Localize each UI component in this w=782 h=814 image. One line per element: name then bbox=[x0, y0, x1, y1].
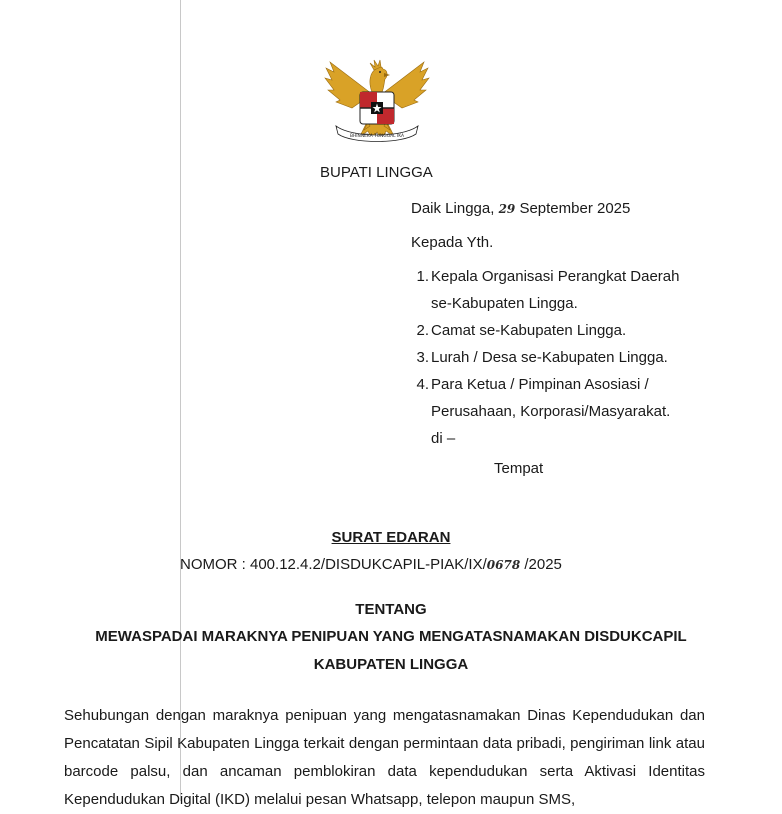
date-month-year: September 2025 bbox=[519, 200, 631, 217]
garuda-emblem-icon bbox=[322, 52, 432, 144]
date-line bbox=[411, 199, 630, 219]
letter-number: NOMOR : 400.12.4.2/DISDUKCAPIL-PIAK/IX/0678 /2025 bbox=[180, 556, 562, 573]
subject-line-1: MEWASPADAI MARAKNYA PENIPUAN YANG MENGATASNAMAKAN DISDUKCAPIL bbox=[95, 628, 687, 645]
recipient-intro: Kepada Yth. bbox=[411, 234, 494, 251]
list-item-continuation: se-Kabupaten Lingga. bbox=[431, 295, 578, 312]
recipient-tempat: Tempat bbox=[494, 460, 544, 477]
scan-fold-line bbox=[180, 0, 181, 801]
body-text bbox=[64, 702, 705, 814]
body-paragraph: Sehubungan dengan maraknya penipuan yang mengatasnamakan Dinas Kependudukan dan Pencatatan Sipil Kabupaten Lingga terkait dengan permintaan data pribadi, pengiriman link atau barcode palsu, dan ancaman pemblokiran data kependudukan serta Aktivasi Identitas Kependudukan Digital (IKD) melalui pesan Whatsapp, telepon maupun SMS, bbox=[64, 707, 705, 808]
letter-number-handwritten: 0678 bbox=[486, 558, 521, 572]
issuer-title: BUPATI LINGGA bbox=[320, 164, 433, 181]
shield-icon bbox=[360, 92, 394, 124]
list-item: 4. Para Ketua / Pimpinan Asosiasi / bbox=[416, 376, 649, 393]
letter-title: SURAT EDARAN bbox=[331, 529, 451, 546]
tentang-heading: TENTANG bbox=[355, 601, 427, 618]
list-item: 1. Kepala Organisasi Perangkat Daerah bbox=[416, 268, 680, 285]
subject-line-2: KABUPATEN LINGGA bbox=[313, 656, 469, 673]
list-item-continuation: Perusahaan, Korporasi/Masyarakat. bbox=[431, 403, 671, 420]
svg-text:BHINNEKA TUNGGAL IKA: BHINNEKA TUNGGAL IKA bbox=[349, 134, 405, 139]
list-item: 3. Lurah / Desa se-Kabupaten Lingga. bbox=[416, 349, 668, 366]
date-day-handwritten: 29 bbox=[498, 202, 516, 216]
recipient-di: di – bbox=[431, 430, 456, 447]
date-place: Daik Lingga, bbox=[411, 200, 495, 217]
recipient-list bbox=[411, 267, 731, 456]
list-item: 2. Camat se-Kabupaten Lingga. bbox=[416, 322, 627, 339]
